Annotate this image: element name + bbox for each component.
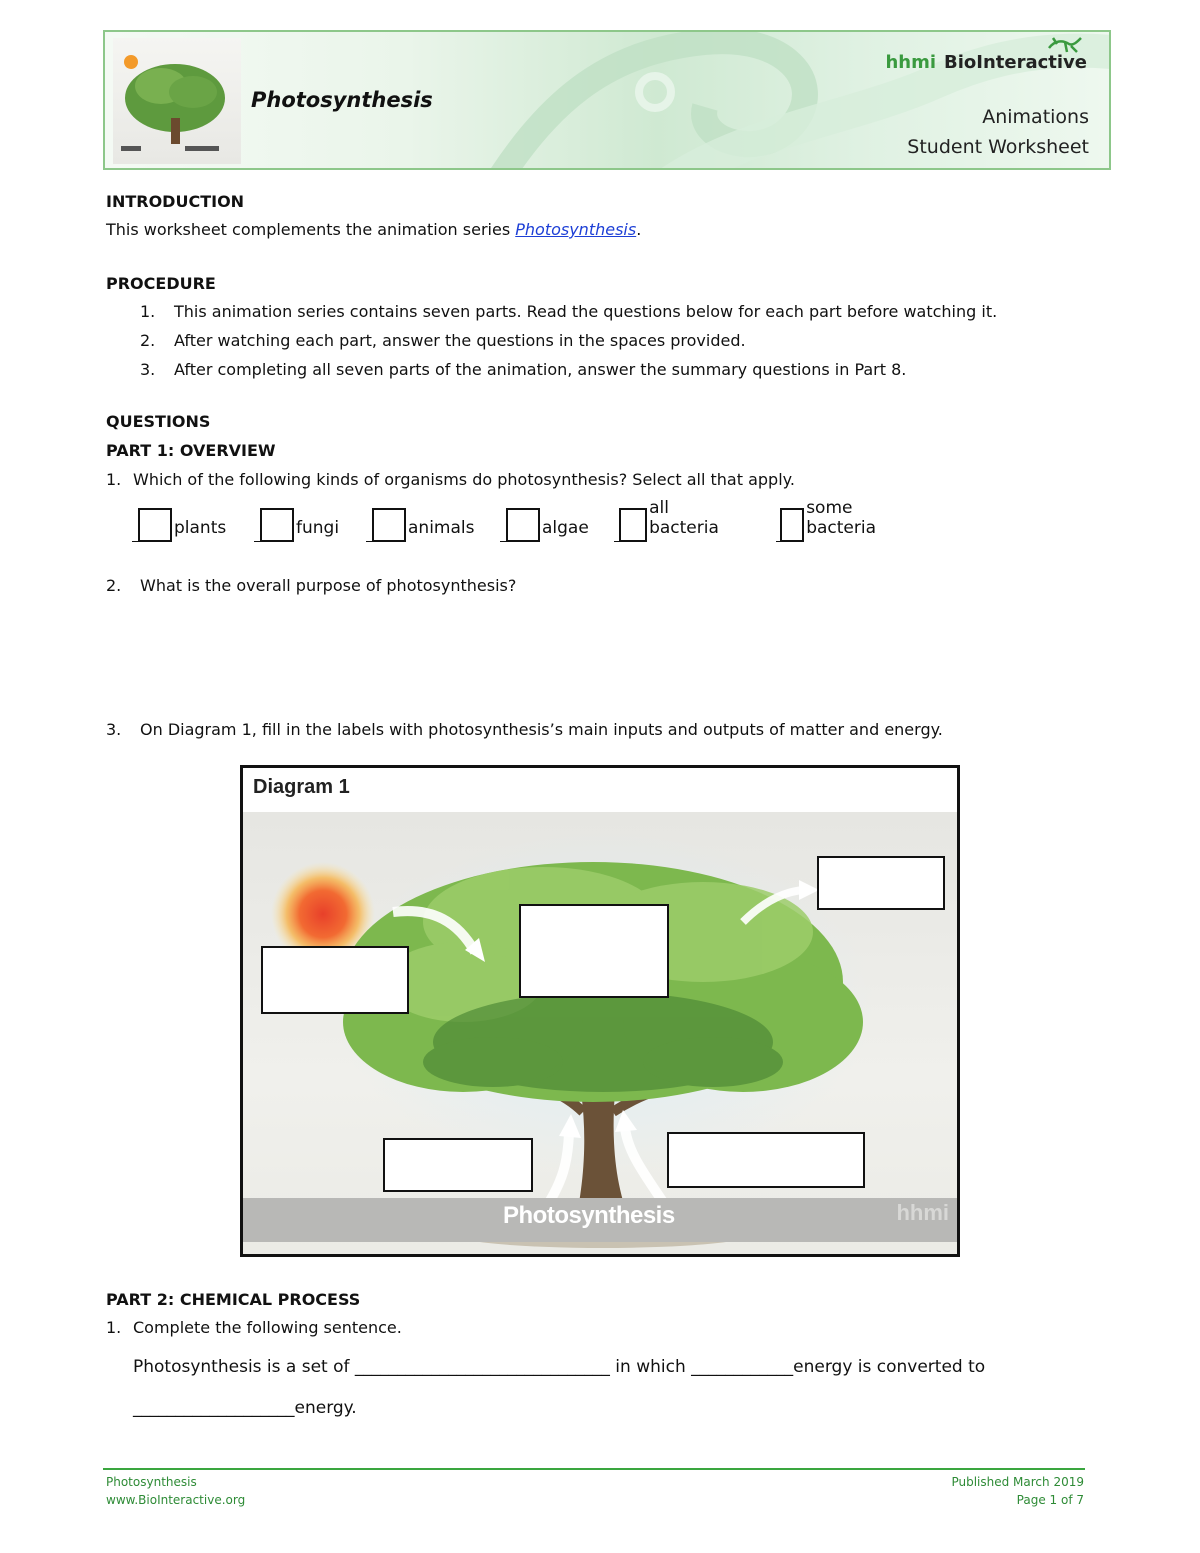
sentence-text: Photosynthesis is a set of — [133, 1357, 355, 1377]
sentence-text: in which — [609, 1357, 692, 1377]
brand-name: BioInteractive — [944, 52, 1087, 73]
brand-logo — [885, 52, 1087, 73]
sentence-text: energy is converted to — [793, 1357, 986, 1377]
question-text: Which of the following kinds of organisms do photosynthesis? Select all that apply. — [133, 470, 795, 489]
step-number: 2. — [140, 331, 156, 350]
step-text: This animation series contains seven parts. Read the questions below for each part before watching it. — [174, 302, 998, 321]
part1-question-3 — [106, 720, 943, 739]
checkbox-animals[interactable] — [366, 506, 474, 542]
part2-heading: PART 2: CHEMICAL PROCESS — [106, 1290, 361, 1309]
checkbox-label: fungi — [296, 518, 340, 538]
part1-heading: PART 1: OVERVIEW — [106, 441, 276, 460]
label-box-output[interactable] — [817, 856, 945, 910]
procedure-heading: PROCEDURE — [106, 274, 216, 293]
step-text: After completing all seven parts of the animation, answer the summary questions in Part 8. — [174, 360, 907, 379]
checkbox-fungi[interactable] — [254, 506, 339, 542]
question-number: 1. — [106, 1318, 122, 1337]
blank-field[interactable]: ___________________ — [133, 1398, 295, 1418]
question-number: 1. — [106, 470, 122, 489]
checkbox-label: some bacteria — [806, 498, 876, 538]
diagram-title: Diagram 1 — [253, 776, 350, 798]
intro-text-before: This worksheet complements the animation series — [106, 220, 516, 239]
fill-in-sentence-line-1 — [133, 1357, 985, 1377]
question-text: Complete the following sentence. — [133, 1318, 402, 1337]
diagram-1 — [240, 765, 960, 1257]
footer-published: Published March 2019 — [951, 1475, 1084, 1489]
part1-question-2 — [106, 576, 516, 595]
questions-heading: QUESTIONS — [106, 412, 211, 431]
tree-thumbnail — [113, 38, 241, 164]
checkbox-label: all bacteria — [649, 498, 719, 538]
footer-divider — [103, 1468, 1085, 1470]
procedure-step — [140, 360, 906, 379]
label-box-light-input[interactable] — [261, 946, 409, 1014]
label-box-input-left[interactable] — [383, 1138, 533, 1192]
diagram-watermark-logo: hhmi — [896, 1200, 949, 1225]
label-box-center[interactable] — [519, 904, 669, 998]
header-subtitle-animations: Animations — [982, 106, 1089, 128]
photosynthesis-link[interactable]: Photosynthesis — [515, 220, 637, 239]
checkbox-algae[interactable] — [500, 506, 589, 542]
question-number: 3. — [106, 720, 122, 739]
header-subtitle-worksheet: Student Worksheet — [907, 136, 1089, 158]
fill-in-sentence-line-2 — [133, 1398, 357, 1418]
brand-hhmi: hhmi — [885, 52, 936, 73]
checkbox-all-bacteria[interactable] — [614, 498, 726, 542]
footer-website[interactable]: www.BioInteractive.org — [106, 1493, 246, 1507]
question-text: On Diagram 1, fill in the labels with photosynthesis’s main inputs and outputs of matter and energy. — [140, 720, 943, 739]
intro-heading: INTRODUCTION — [106, 192, 245, 211]
checkbox-box[interactable] — [138, 508, 172, 542]
checkbox-plants[interactable] — [132, 506, 226, 542]
checkbox-box[interactable] — [780, 508, 804, 542]
intro-text-after: . — [636, 220, 642, 239]
checkbox-some-bacteria[interactable] — [776, 498, 888, 542]
procedure-step — [140, 331, 746, 350]
footer-title: Photosynthesis — [106, 1475, 197, 1489]
footer-page-number: Page 1 of 7 — [1016, 1493, 1084, 1507]
worksheet-title: Photosynthesis — [251, 88, 433, 112]
checkbox-box[interactable] — [619, 508, 647, 542]
blank-field[interactable]: ______________________________ — [354, 1357, 610, 1377]
intro-text — [106, 220, 641, 239]
step-number: 1. — [140, 302, 156, 321]
blank-field[interactable]: ____________ — [691, 1357, 794, 1377]
question-text: What is the overall purpose of photosynthesis? — [140, 576, 517, 595]
diagram-banner-text: Photosynthesis — [503, 1202, 675, 1229]
procedure-step — [140, 302, 997, 321]
part1-question-1 — [106, 470, 795, 489]
question-number: 2. — [106, 576, 122, 595]
checkbox-label: plants — [174, 518, 227, 538]
checkbox-label: animals — [408, 518, 475, 538]
sentence-text: energy. — [294, 1398, 357, 1418]
part2-question-1 — [106, 1318, 402, 1337]
checkbox-box[interactable] — [372, 508, 406, 542]
checkbox-box[interactable] — [506, 508, 540, 542]
step-number: 3. — [140, 360, 156, 379]
checkbox-label: algae — [542, 518, 589, 538]
step-text: After watching each part, answer the questions in the spaces provided. — [174, 331, 746, 350]
label-box-input-right[interactable] — [667, 1132, 865, 1188]
checkbox-box[interactable] — [260, 508, 294, 542]
header-banner — [103, 30, 1111, 170]
